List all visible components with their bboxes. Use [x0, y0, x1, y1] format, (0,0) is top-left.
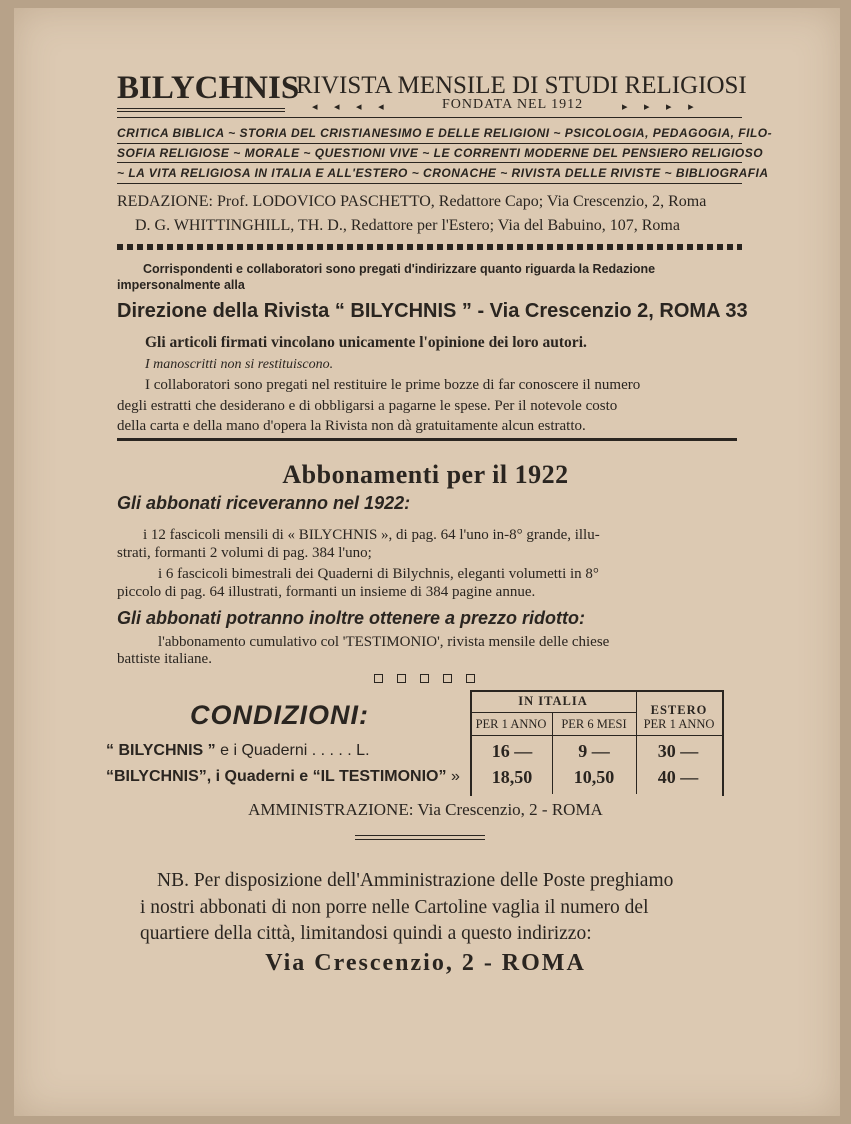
- header-estero: ESTERO: [650, 703, 708, 717]
- price-cell: 16 —: [491, 741, 533, 761]
- item-1-line-1: i 12 fascicoli mensili di « BILYCHNIS », di pag. 64 l'uno in-8° grande, illu-: [143, 527, 600, 543]
- price-cell: 9 —: [578, 741, 610, 761]
- potranno-heading: Gli abbonati potranno inoltre ottenere a prezzo ridotto:: [117, 608, 585, 628]
- condizioni-heading: CONDIZIONI:: [190, 700, 369, 730]
- redazione-line-1: REDAZIONE: Prof. LODOVICO PASCHETTO, Redattore Capo; Via Crescenzio, 2, Roma: [117, 193, 707, 210]
- dotted-divider: [117, 244, 742, 250]
- direzione-address: Direzione della Rivista “ BILYCHNIS ” - Via Crescenzio 2, ROMA 33: [117, 300, 748, 322]
- journal-subtitle: RIVISTA MENSILE DI STUDI RELIGIOSI: [296, 72, 747, 99]
- title-underline: [117, 108, 285, 112]
- price-cell: 40 —: [657, 767, 699, 787]
- corrispondenti-line-2: impersonalmente alla: [117, 278, 245, 292]
- row-2-label: “BILYCHNIS”, i Quaderni e “IL TESTIMONIO” »: [106, 768, 460, 785]
- item-1-line-2: strati, formanti 2 volumi di pag. 384 l'uno;: [117, 545, 372, 561]
- item-2-line-2: piccolo di pag. 64 illustrati, formanti un insieme di 384 pagine annue.: [117, 584, 536, 600]
- topics-line-3: ~ LA VITA RELIGIOSA IN ITALIA E ALL'ESTERO ~ CRONACHE ~ RIVISTA DELLE RIVISTE ~ BIBLIOGRAFIA: [117, 166, 769, 180]
- table-header-divider: [470, 712, 636, 713]
- collaboratori-line-2: degli estratti che desiderano e di obbligarsi a pagarne le spese. Per il notevole costo: [117, 398, 618, 414]
- topics-line-1: CRITICA BIBLICA ~ STORIA DEL CRISTIANESIMO E DELLE RELIGIONI ~ PSICOLOGIA, PEDAGOGIA, FILO-: [117, 126, 773, 140]
- item-3-line-1: l'abbonamento cumulativo col 'TESTIMONIO', rivista mensile delle chiese: [158, 634, 610, 650]
- topics-divider: [117, 183, 742, 184]
- topics-line-2: SOFIA RELIGIOSE ~ MORALE ~ QUESTIONI VIVE ~ LE CORRENTI MODERNE DEL PENSIERO RELIGIOSO: [117, 146, 764, 160]
- masthead-divider: [117, 117, 742, 118]
- header-in-italia: IN ITALIA: [518, 694, 588, 708]
- square-ornament-icon: [374, 670, 489, 688]
- founded-line: FONDATA NEL 1912: [442, 97, 584, 112]
- header-col-2: PER 6 MESI: [561, 717, 627, 731]
- price-cell: 18,50: [491, 767, 533, 787]
- header-col-1: PER 1 ANNO: [475, 717, 547, 731]
- corrispondenti-line-1: Corrispondenti e collaboratori sono pregati d'indirizzare quanto riguarda la Redazione: [143, 262, 656, 276]
- header-col-3: PER 1 ANNO: [643, 717, 715, 731]
- abbonamenti-title: Abbonamenti per il 1922: [282, 460, 569, 489]
- price-cell: 30 —: [657, 741, 699, 761]
- arrow-right-icon: ▸ ▸ ▸ ▸: [622, 101, 694, 113]
- section-divider: [117, 438, 737, 441]
- double-divider: [355, 835, 485, 840]
- redazione-line-2: D. G. WHITTINGHILL, TH. D., Redattore per l'Estero; Via del Babuino, 107, Roma: [135, 217, 680, 234]
- price-cell: 10,50: [573, 767, 615, 787]
- row-1-label: “ BILYCHNIS ” e i Quaderni . . . . . L.: [106, 742, 370, 759]
- riceveranno-heading: Gli abbonati riceveranno nel 1922:: [117, 493, 411, 513]
- amministrazione-address: AMMINISTRAZIONE: Via Crescenzio, 2 - ROMA: [248, 800, 603, 819]
- topics-divider: [117, 162, 742, 163]
- collaboratori-line-3: della carta e della mano d'opera la Rivista non dà gratuitamente alcun estratto.: [117, 418, 586, 434]
- nb-line-1: NB. Per disposizione dell'Amministrazione delle Poste preghiamo: [157, 870, 674, 891]
- mailing-address: Via Crescenzio, 2 - ROMA: [265, 950, 586, 976]
- table-header-divider: [470, 735, 722, 736]
- nb-line-3: quartiere della città, limitandosi quindi a questo indirizzo:: [140, 923, 592, 944]
- nb-line-2: i nostri abbonati di non porre nelle Cartoline vaglia il numero del: [140, 897, 649, 918]
- collaboratori-line-1: I collaboratori sono pregati nel restituire le prime bozze di far conoscere il numero: [145, 377, 641, 393]
- journal-title: BILYCHNIS: [117, 70, 300, 106]
- articoli-note: Gli articoli firmati vincolano unicamente l'opinione dei loro autori.: [145, 334, 587, 351]
- arrow-left-icon: ◂ ◂ ◂ ◂: [312, 101, 384, 113]
- item-2-line-1: i 6 fascicoli bimestrali dei Quaderni di Bilychnis, eleganti volumetti in 8°: [158, 566, 599, 582]
- manoscritti-note: I manoscritti non si restituiscono.: [145, 357, 334, 372]
- item-3-line-2: battiste italiane.: [117, 651, 212, 667]
- topics-divider: [117, 143, 742, 144]
